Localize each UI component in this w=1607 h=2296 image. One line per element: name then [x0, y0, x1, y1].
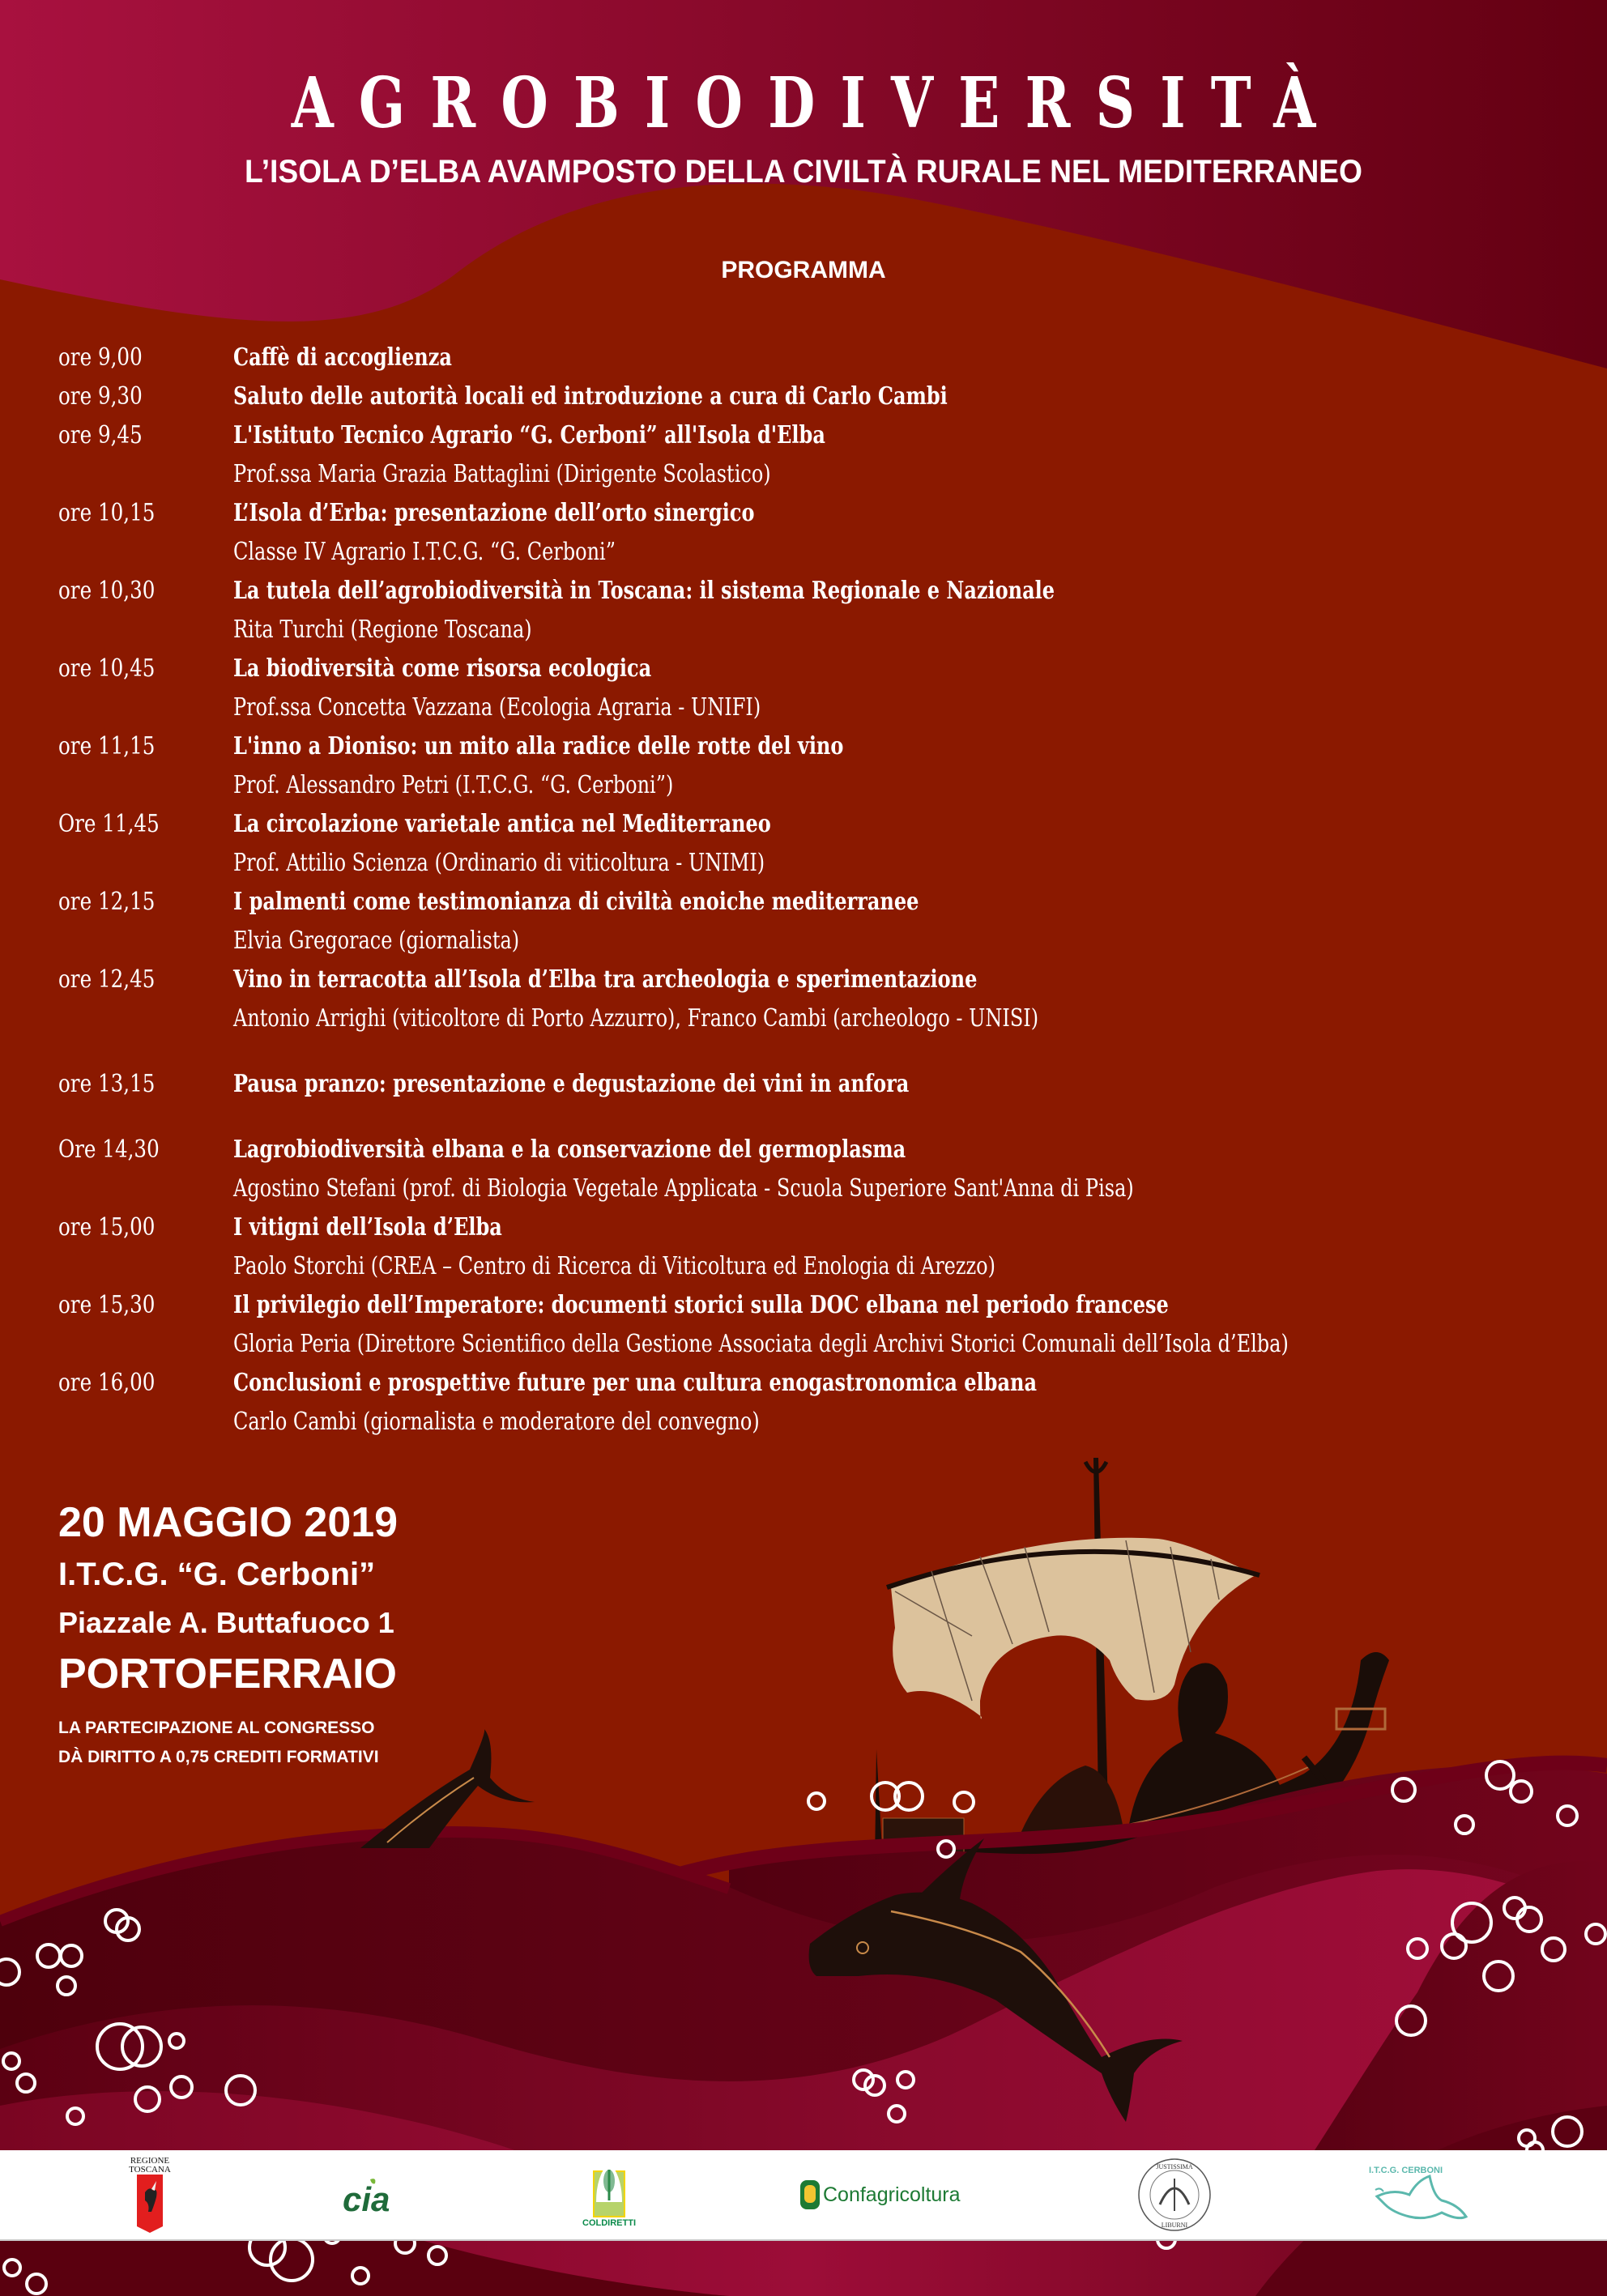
logo-itcg-cerboni: I.T.C.G. CERBONI — [1357, 2150, 1494, 2239]
schedule-speaker-row — [58, 455, 1581, 494]
cia-leaf-icon — [341, 2177, 418, 2213]
schedule-item — [58, 339, 1581, 377]
schedule-title: Pausa pranzo: presentazione e degustazione dei vini in anfora — [233, 1070, 910, 1098]
credits-note — [58, 1714, 398, 1772]
schedule-title: Vino in terracotta all’Isola d’Elba tra archeologia e sperimentazione — [233, 965, 978, 994]
schedule-item — [58, 377, 1581, 416]
schedule-item — [58, 727, 1581, 766]
schedule-speaker: Paolo Storchi (CREA – Centro di Ricerca di Viticoltura ed Enologia di Arezzo) — [233, 1252, 995, 1280]
regione-toscana-text: REGIONE TOSCANA — [129, 2156, 171, 2175]
schedule-speaker-row — [58, 1247, 1581, 1286]
schedule-speaker: Antonio Arrighi (viticoltore di Porto Azzurro), Franco Cambi (archeologo - UNISI) — [233, 1004, 1039, 1033]
schedule-time: ore 12,15 — [58, 888, 156, 916]
svg-text:JUSTISSIMA: JUSTISSIMA — [1156, 2163, 1193, 2170]
credits-note-line2: DÀ DIRITTO A 0,75 CREDITI FORMATIVI — [58, 1748, 379, 1766]
wheat-a-icon — [800, 2180, 820, 2209]
schedule-speaker: Rita Turchi (Regione Toscana) — [233, 616, 532, 644]
schedule-time: ore 15,30 — [58, 1291, 156, 1319]
schedule-item — [58, 1208, 1581, 1247]
schedule-item — [58, 1065, 1581, 1104]
schedule-title: L'Istituto Tecnico Agrario “G. Cerboni” all'Isola d'Elba — [233, 421, 825, 449]
schedule-title: Lagrobiodiversità elbana e la conservazione del germoplasma — [233, 1135, 906, 1164]
logo-cia — [339, 2150, 420, 2239]
schedule-item — [58, 494, 1581, 533]
schedule-time: ore 10,15 — [58, 499, 156, 527]
seal-icon — [1136, 2156, 1213, 2234]
schedule-time: ore 15,00 — [58, 1213, 156, 1242]
event-city: PORTOFERRAIO — [58, 1651, 397, 1698]
page-subtitle: L’ISOLA D’ELBA AVAMPOSTO DELLA CIVILTÀ RURALE NEL MEDITERRANEO — [245, 154, 1362, 190]
event-date: 20 MAGGIO 2019 — [58, 1499, 399, 1546]
schedule-title: L'inno a Dioniso: un mito alla radice delle rotte del vino — [233, 732, 844, 760]
logo-coldiretti: COLDIRETTI — [577, 2150, 642, 2239]
schedule-speaker: Prof. Attilio Scienza (Ordinario di viticoltura - UNIMI) — [233, 849, 765, 877]
schedule-item — [58, 805, 1581, 844]
event-venue: I.T.C.G. “G. Cerboni” — [58, 1557, 376, 1592]
schedule-speaker: Agostino Stefani (prof. di Biologia Vegetale Applicata - Scuola Superiore Sant'Anna di Pisa) — [233, 1174, 1134, 1203]
schedule-speaker-row — [58, 611, 1581, 650]
elba-island-icon — [1361, 2172, 1490, 2227]
sponsor-logos-bar — [0, 2150, 1607, 2241]
schedule-spacer — [58, 1038, 1581, 1065]
schedule-time: ore 10,30 — [58, 577, 156, 605]
schedule-title: L’Isola d’Erba: presentazione dell’orto sinergico — [233, 499, 755, 527]
schedule-time: ore 10,45 — [58, 654, 156, 683]
schedule-speaker-row — [58, 844, 1581, 883]
logo-liburni-seal — [1130, 2150, 1219, 2239]
schedule-title: Il privilegio dell’Imperatore: documenti storici sulla DOC elbana nel periodo francese — [233, 1291, 1169, 1319]
schedule-speaker-row — [58, 766, 1581, 805]
schedule-speaker-row — [58, 922, 1581, 961]
schedule-title: Caffè di accoglienza — [233, 343, 452, 372]
schedule-time: ore 16,00 — [58, 1369, 156, 1397]
schedule-speaker-row — [58, 999, 1581, 1038]
schedule-speaker-row — [58, 1403, 1581, 1442]
schedule-speaker: Classe IV Agrario I.T.C.G. “G. Cerboni” — [233, 538, 616, 566]
schedule-title: Conclusioni e prospettive future per una cultura enogastronomica elbana — [233, 1369, 1037, 1397]
schedule-title: La biodiversità come risorsa ecologica — [233, 654, 652, 683]
schedule-speaker: Prof.ssa Maria Grazia Battaglini (Dirigente Scolastico) — [233, 460, 771, 488]
schedule-title: I palmenti come testimonianza di civiltà enoiche mediterranee — [233, 888, 919, 916]
schedule-item — [58, 961, 1581, 999]
wheat-ear-icon — [593, 2162, 625, 2218]
program-schedule — [58, 339, 1581, 1442]
schedule-speaker: Gloria Peria (Direttore Scientifico della Gestione Associata degli Archivi Storici Comunali dell’Isola d’Elba) — [233, 1330, 1289, 1358]
credits-note-line1: LA PARTECIPAZIONE AL CONGRESSO — [58, 1719, 375, 1737]
schedule-item — [58, 1131, 1581, 1169]
program-heading: PROGRAMMA — [721, 257, 886, 283]
schedule-spacer — [58, 1104, 1581, 1131]
schedule-time: ore 12,45 — [58, 965, 156, 994]
schedule-title: Saluto delle autorità locali ed introduzione a cura di Carlo Cambi — [233, 382, 948, 411]
svg-text:cia: cia — [342, 2179, 390, 2213]
schedule-item — [58, 1286, 1581, 1325]
schedule-time: ore 9,00 — [58, 343, 143, 372]
schedule-item — [58, 1364, 1581, 1403]
schedule-speaker-row — [58, 1169, 1581, 1208]
schedule-title: I vitigni dell’Isola d’Elba — [233, 1213, 502, 1242]
schedule-speaker: Prof.ssa Concetta Vazzana (Ecologia Agraria - UNIFI) — [233, 693, 761, 722]
svg-text:LIBURNI: LIBURNI — [1161, 2221, 1188, 2229]
schedule-item — [58, 572, 1581, 611]
schedule-item — [58, 883, 1581, 922]
schedule-speaker-row — [58, 533, 1581, 572]
page-title: AGROBIODIVERSITÀ — [291, 62, 1341, 144]
event-info — [58, 1497, 398, 1772]
schedule-speaker: Prof. Alessandro Petri (I.T.C.G. “G. Cerboni”) — [233, 771, 674, 799]
schedule-time: ore 13,15 — [58, 1070, 156, 1098]
schedule-time: ore 11,15 — [58, 732, 156, 760]
pegasus-shield-icon — [137, 2175, 163, 2233]
schedule-speaker-row — [58, 1325, 1581, 1364]
schedule-item — [58, 416, 1581, 455]
schedule-time: Ore 14,30 — [58, 1135, 160, 1164]
schedule-title: La tutela dell’agrobiodiversità in Toscana: il sistema Regionale e Nazionale — [233, 577, 1055, 605]
schedule-time: ore 9,45 — [58, 421, 143, 449]
schedule-speaker: Elvia Gregorace (giornalista) — [233, 926, 520, 955]
schedule-speaker-row — [58, 688, 1581, 727]
schedule-item — [58, 650, 1581, 688]
schedule-title: La circolazione varietale antica nel Mediterraneo — [233, 810, 771, 838]
schedule-speaker: Carlo Cambi (giornalista e moderatore del convegno) — [233, 1408, 760, 1436]
logo-confagricoltura: Confagricoltura — [800, 2150, 978, 2239]
event-address: Piazzale A. Buttafuoco 1 — [58, 1606, 394, 1639]
logo-regione-toscana — [117, 2150, 182, 2239]
schedule-time: ore 9,30 — [58, 382, 143, 411]
schedule-time: Ore 11,45 — [58, 810, 160, 838]
